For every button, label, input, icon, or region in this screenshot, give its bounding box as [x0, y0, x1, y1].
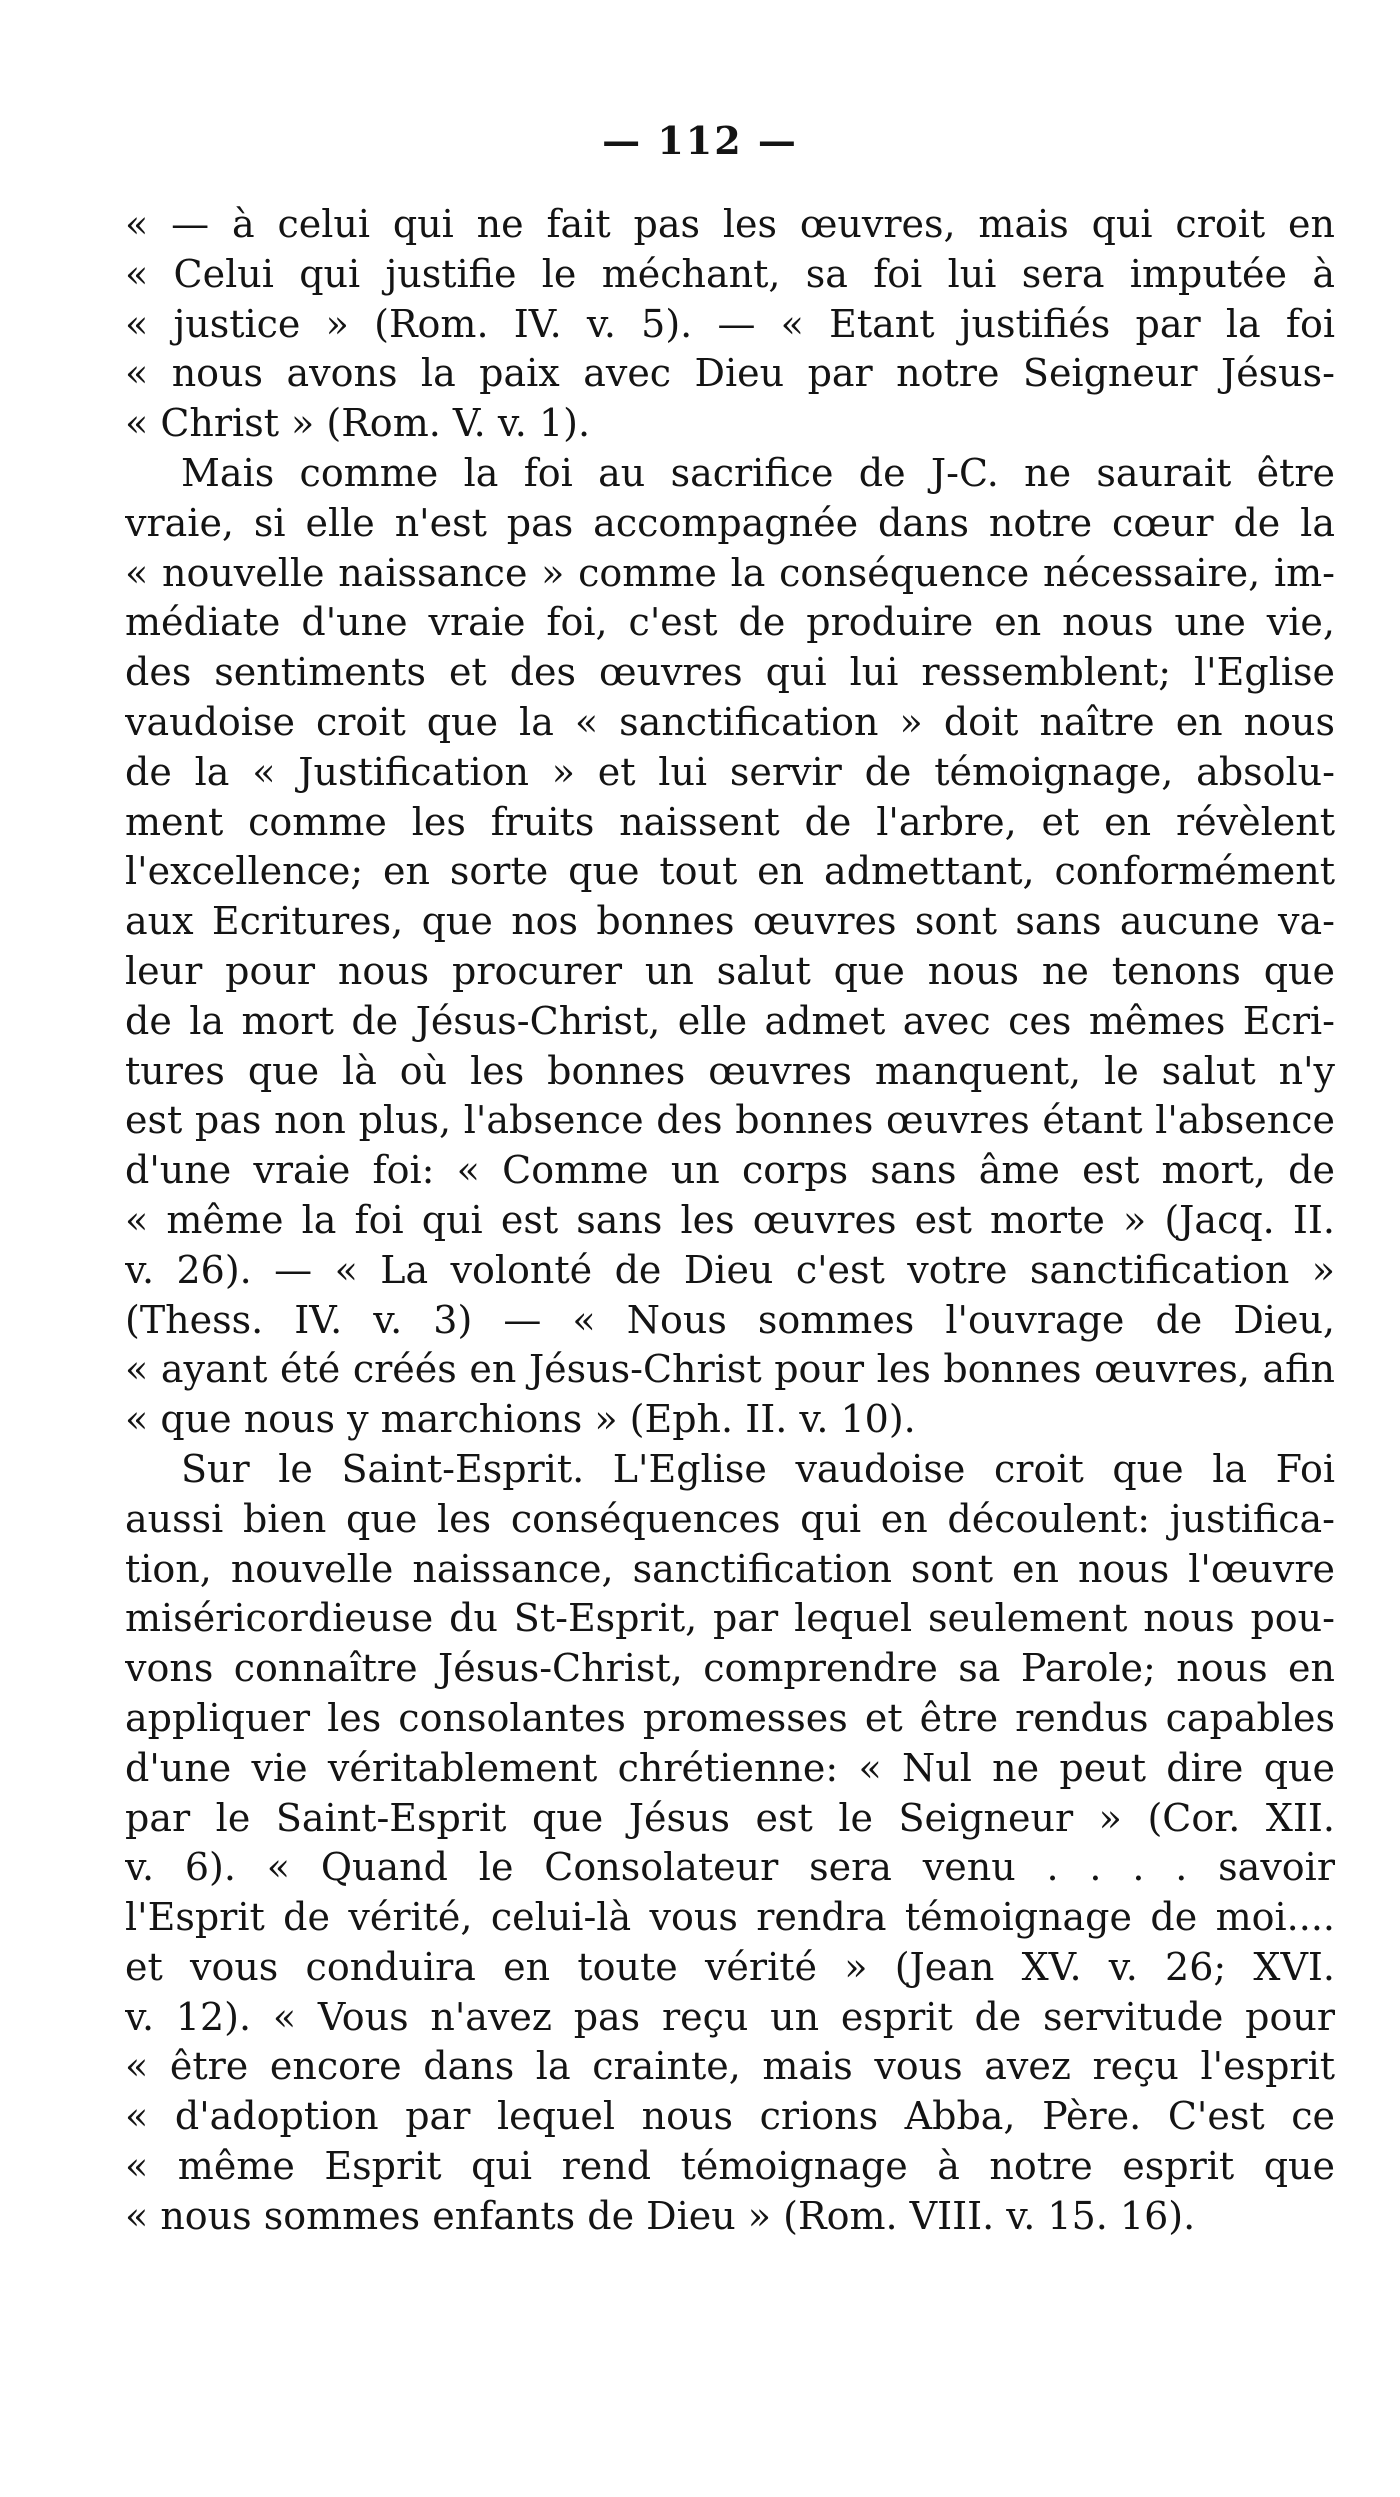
text-line: ment comme les fruits naissent de l'arbre, et en révèlent — [125, 799, 1335, 844]
text-line: par le Saint-Esprit que Jésus est le Seigneur » (Cor. XII. — [125, 1795, 1335, 1840]
text-line: aussi bien que les conséquences qui en découlent: justifica- — [125, 1496, 1335, 1541]
text-line: vaudoise croit que la « sanctification » doit naître en nous — [125, 699, 1335, 744]
text-line: « d'adoption par lequel nous crions Abba, Père. C'est ce — [125, 2094, 1335, 2139]
body-text — [125, 200, 1335, 2242]
text-line: et vous conduira en toute vérité » (Jean XV. v. 26; XVI. — [125, 1944, 1335, 1989]
text-line: Sur le Saint-Esprit. L'Eglise vaudoise croit que la Foi — [181, 1446, 1335, 1491]
text-line: appliquer les consolantes promesses et être rendus capables — [125, 1695, 1335, 1740]
text-line: « — à celui qui ne fait pas les œuvres, mais qui croit en — [125, 202, 1335, 246]
text-line: d'une vie véritablement chrétienne: « Nul ne peut dire que — [125, 1745, 1335, 1790]
text-line: leur pour nous procurer un salut que nous ne tenons que — [125, 948, 1335, 993]
text-line: l'Esprit de vérité, celui-là vous rendra témoignage de moi.... — [125, 1895, 1335, 1940]
text-line: aux Ecritures, que nos bonnes œuvres sont sans aucune va- — [125, 899, 1335, 944]
text-line: médiate d'une vraie foi, c'est de produire en nous une vie, — [125, 600, 1335, 645]
text-line: l'excellence; en sorte que tout en admettant, conformément — [125, 849, 1335, 894]
text-line: Mais comme la foi au sacrifice de J-C. ne saurait être — [181, 450, 1335, 495]
text-line: tures que là où les bonnes œuvres manquent, le salut n'y — [125, 1048, 1335, 1093]
text-line: miséricordieuse du St-Esprit, par lequel seulement nous pou- — [125, 1596, 1335, 1641]
text-line: « même Esprit qui rend témoignage à notre esprit que — [125, 2144, 1335, 2189]
text-line: « nouvelle naissance » comme la conséquence nécessaire, im- — [125, 550, 1335, 595]
text-line: vons connaître Jésus-Christ, comprendre sa Parole; nous en — [125, 1646, 1335, 1691]
text-line: « nous sommes enfants de Dieu » (Rom. VIII. v. 15. 16). — [125, 2193, 1196, 2238]
text-line: v. 26). — « La volonté de Dieu c'est votre sanctification » — [125, 1247, 1335, 1292]
text-line: « Celui qui justifie le méchant, sa foi lui sera imputée à — [125, 251, 1335, 296]
text-line: « Christ » (Rom. V. v. 1). — [125, 401, 591, 446]
text-line: (Thess. IV. v. 3) — « Nous sommes l'ouvrage de Dieu, — [125, 1297, 1335, 1342]
text-line: de la « Justification » et lui servir de témoignage, absolu- — [125, 749, 1335, 794]
text-line: « justice » (Rom. IV. v. 5). — « Etant justifiés par la foi — [125, 301, 1335, 346]
text-line: v. 6). « Quand le Consolateur sera venu . . . . savoir — [125, 1845, 1335, 1890]
text-line: de la mort de Jésus-Christ, elle admet avec ces mêmes Ecri- — [125, 998, 1335, 1043]
text-line: « ayant été créés en Jésus-Christ pour les bonnes œuvres, afin — [125, 1347, 1335, 1392]
text-line: v. 12). « Vous n'avez pas reçu un esprit de servitude pour — [125, 1994, 1335, 2039]
text-line: « que nous y marchions » (Eph. II. v. 10). — [125, 1397, 916, 1442]
text-line: « nous avons la paix avec Dieu par notre Seigneur Jésus- — [125, 351, 1335, 396]
page-number: — 112 — — [602, 118, 798, 163]
text-line: tion, nouvelle naissance, sanctification sont en nous l'œuvre — [125, 1546, 1335, 1591]
text-line: « même la foi qui est sans les œuvres est morte » (Jacq. II. — [125, 1197, 1335, 1242]
text-line: vraie, si elle n'est pas accompagnée dans notre cœur de la — [125, 500, 1335, 545]
text-line: est pas non plus, l'absence des bonnes œuvres étant l'absence — [125, 1098, 1335, 1143]
text-line: d'une vraie foi: « Comme un corps sans âme est mort, de — [125, 1148, 1335, 1193]
text-line: des sentiments et des œuvres qui lui ressemblent; l'Eglise — [125, 650, 1335, 695]
text-line: « être encore dans la crainte, mais vous avez reçu l'esprit — [125, 2044, 1335, 2089]
